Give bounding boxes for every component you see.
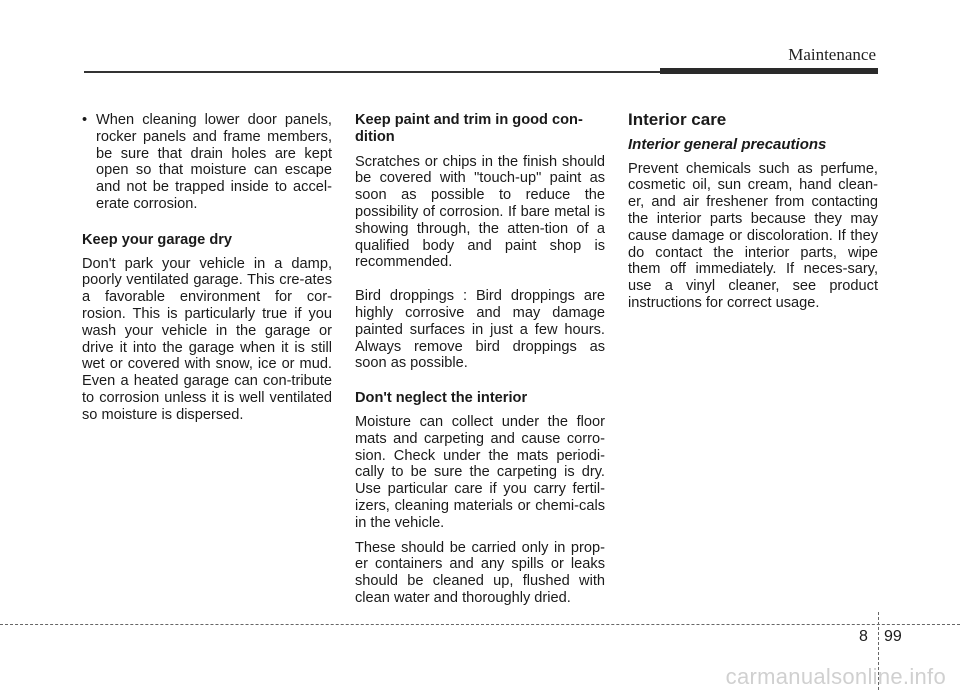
paragraph-paint: Scratches or chips in the finish should be covered with "touch-up" paint as soon as possible to reduce the possibility of corrosion. If bare metal is showing through, the atten-tion of a qualified body and paint shop is recommended. [355,153,605,271]
page-number: 99 [884,628,902,645]
paragraph-interior-care: Prevent chemicals such as perfume, cosmetic oil, sun cream, hand clean-er, and air freshener from contacting the interior parts because they may cause damage or discoloration. If they do contact the interior parts, wipe them off immediately. If neces-sary, use a vinyl cleaner, see product instructions for correct usage. [628,160,878,311]
bullet-text: When cleaning lower door panels, rocker panels and frame members, be sure that drain holes are kept open so that moisture can escape and not be trapped inside to accel-erate corrosion. [96,112,332,212]
paragraph-bird-droppings: Bird droppings : Bird droppings are highly corrosive and may damage painted surfaces in just a few hours. Always remove bird droppings as soon as possible. [355,288,605,372]
column-right [628,112,878,312]
header-rule-thin [84,71,660,73]
column-left [82,112,332,424]
heading-interior: Don't neglect the interior [355,390,528,407]
header-rule-thick [660,68,878,74]
heading-garage: Keep your garage dry [82,231,233,248]
chapter-number: 8 [859,628,868,645]
paragraph-moisture: Moisture can collect under the floor mats and carpeting and cause corro-sion. Check under the mats periodi-cally to be sure the carpeting is dry. Use particular care if you carry fertil-izers, cleaning materials or chemi-cals in the vehicle. [355,413,605,531]
paragraph-spills: These should be carried only in prop-er containers and any spills or leaks should be cleaned up, flushed with clean water and thoroughly dried. [355,539,605,606]
bullet-item [82,112,332,213]
column-middle [355,112,605,607]
section-title: Interior care [628,110,727,129]
page-header-title: Maintenance [788,45,876,64]
footer-dashed-line [0,624,960,625]
subsection-title: Interior general precautions [628,135,827,153]
watermark: carmanualsonline.info [725,664,946,689]
heading-paint: Keep paint and trim in good con-dition [355,112,583,145]
bullet-icon: • [82,112,88,128]
paragraph-garage: Don't park your vehicle in a damp, poorly ventilated garage. This cre-ates a favorable environment for cor-rosion. This is particularly true if you wash your vehicle in the garage or drive it into the garage when it is still wet or covered with snow, ice or mud. Even a heated garage can con-tribute to corrosion unless it is well ventilated so moisture is dispersed. [82,255,332,423]
